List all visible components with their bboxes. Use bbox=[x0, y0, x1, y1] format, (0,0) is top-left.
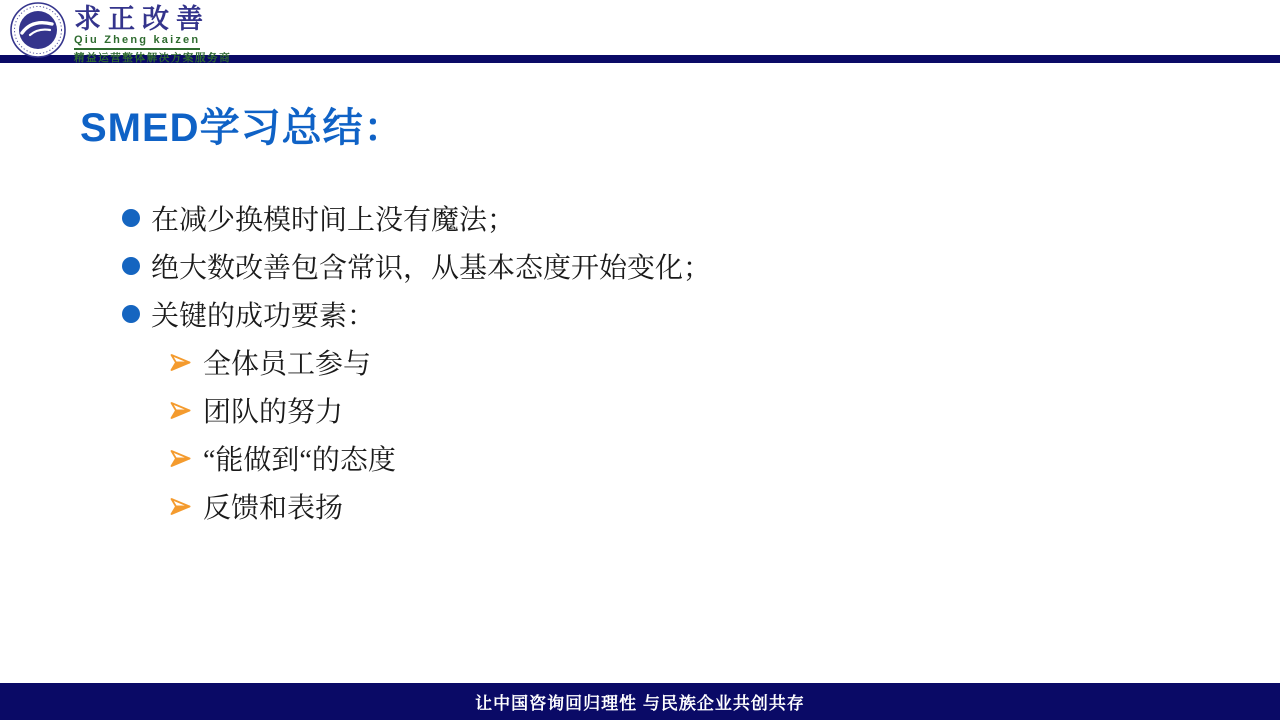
company-emblem-icon bbox=[10, 2, 66, 58]
arrowhead-bullet-icon bbox=[170, 450, 191, 467]
sub-bullet-item bbox=[170, 482, 1280, 530]
bullet-dot-icon bbox=[122, 209, 140, 227]
slide-title: SMED学习总结： bbox=[80, 106, 405, 150]
sub-bullet-text: 团队的努力 bbox=[203, 397, 344, 428]
bullet-dot-icon bbox=[122, 257, 140, 275]
sub-bullet-list bbox=[170, 338, 1280, 530]
bullet-text: 在减少换模时间上没有魔法； bbox=[151, 205, 516, 236]
logo-tagline: 精益运营整体解决方案服务商 bbox=[74, 52, 232, 64]
sub-bullet-item bbox=[170, 386, 1280, 434]
arrowhead-bullet-icon bbox=[170, 354, 191, 371]
footer-bar bbox=[0, 683, 1280, 720]
bullet-text: 关键的成功要素： bbox=[151, 301, 376, 332]
header bbox=[0, 0, 1280, 64]
sub-bullet-item bbox=[170, 338, 1280, 386]
bullet-item bbox=[122, 242, 1280, 290]
bullet-text: 绝大数改善包含常识，从基本态度开始变化； bbox=[151, 253, 712, 284]
arrowhead-bullet-icon bbox=[170, 498, 191, 515]
logo-name-cn: 求正改善 bbox=[74, 4, 210, 34]
sub-bullet-text: 全体员工参与 bbox=[203, 349, 372, 380]
sub-bullet-text: 反馈和表扬 bbox=[203, 493, 344, 524]
bullet-item bbox=[122, 194, 1280, 242]
logo-name-en: Qiu Zheng kaizen bbox=[74, 34, 200, 50]
bullet-item bbox=[122, 290, 1280, 338]
logo-text bbox=[74, 2, 231, 64]
arrowhead-bullet-icon bbox=[170, 402, 191, 419]
bullet-list bbox=[122, 194, 1280, 338]
sub-bullet-item bbox=[170, 434, 1280, 482]
sub-bullet-text: “能做到“的态度 bbox=[203, 445, 396, 476]
bullet-dot-icon bbox=[122, 305, 140, 323]
company-logo bbox=[10, 2, 231, 64]
footer-slogan: 让中国咨询回归理性 与民族企业共创共存 bbox=[475, 694, 805, 713]
slide-content bbox=[0, 63, 1280, 530]
